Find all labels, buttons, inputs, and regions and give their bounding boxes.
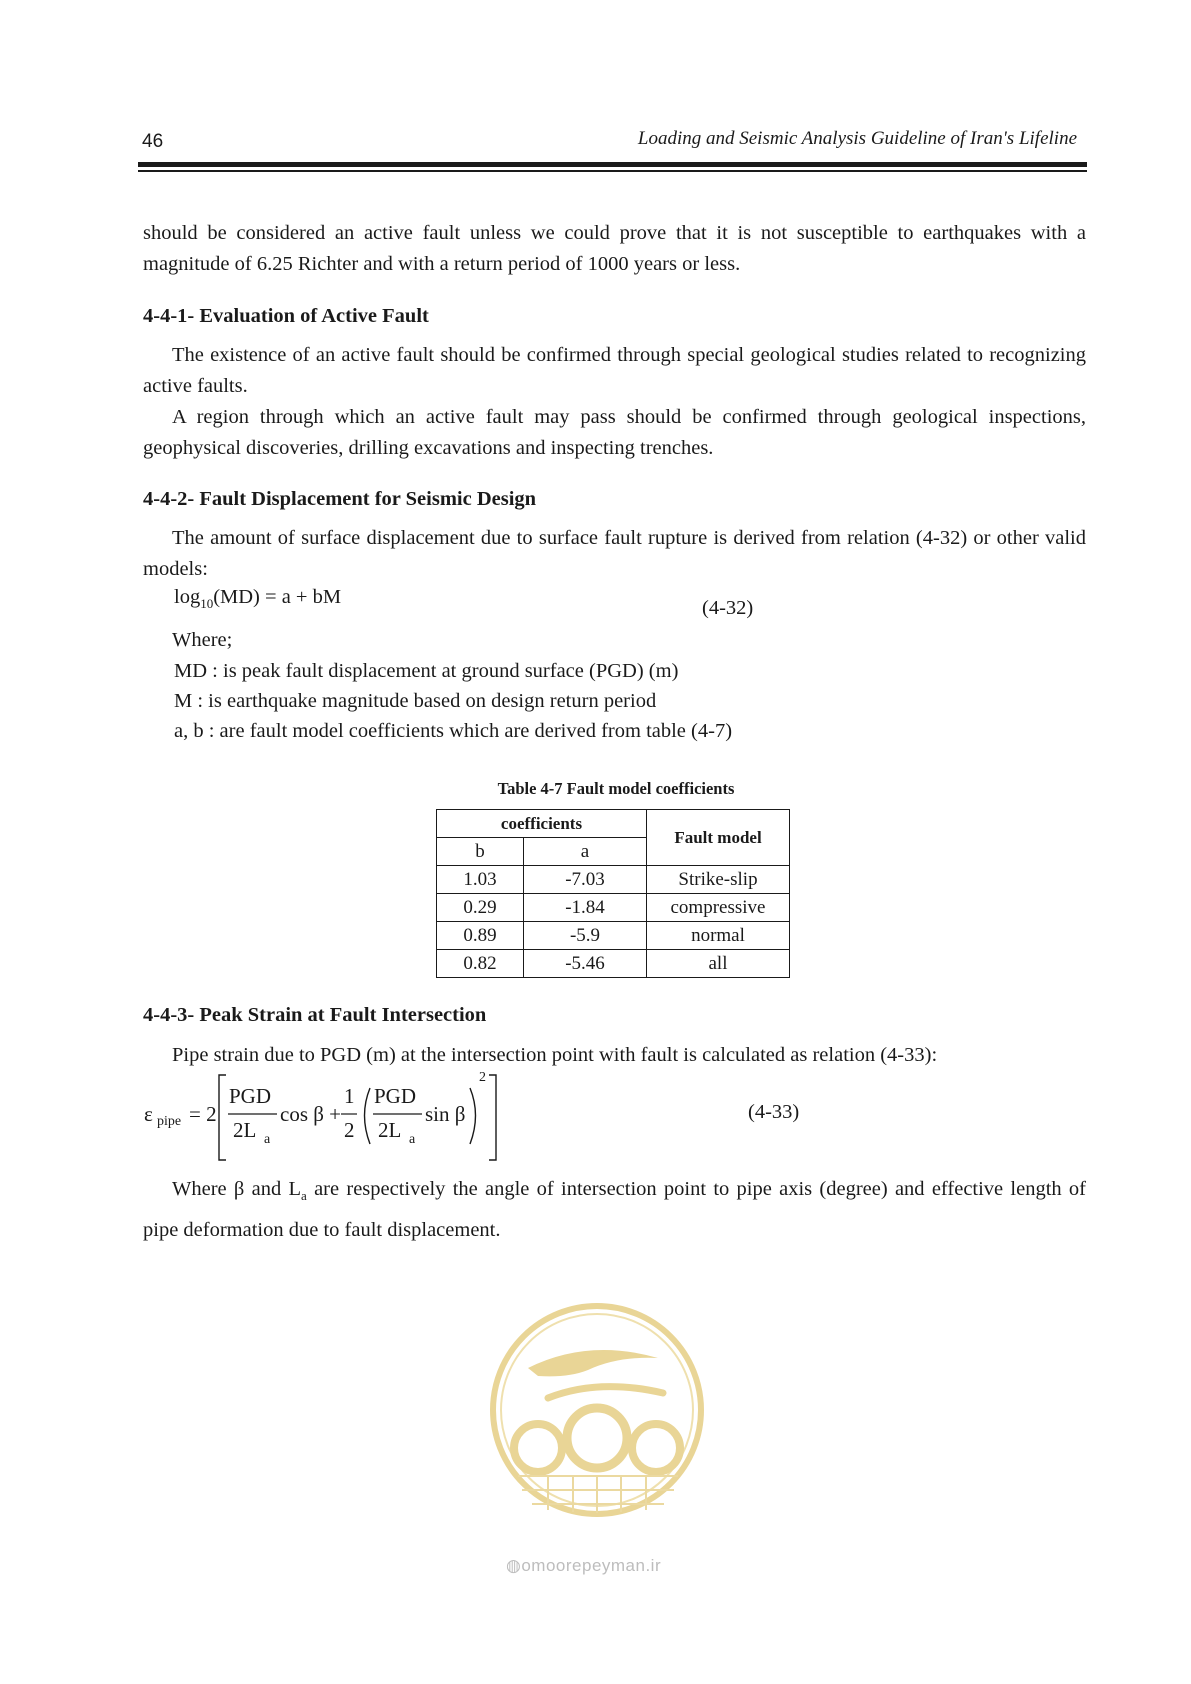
definition-text: : is peak fault displacement at ground surface (PGD) (m) [207,660,679,682]
definition-symbol: MD [174,660,208,682]
watermark-url: omoorepeyman.ir [521,1556,662,1575]
watermark-logo [488,1298,706,1584]
table-cell-a: -5.46 [524,950,647,978]
definition-text: : is earthquake magnitude based on design return period [192,690,657,712]
table-header-fault-model: Fault model [647,810,790,866]
equation-4-32 [174,586,341,612]
closing-beta: β [233,1178,245,1200]
definition-symbol: M [174,690,193,712]
formula-sin: sin β [425,1102,466,1126]
eq-rest: (MD) = a + bM [213,586,342,608]
table-row [437,866,790,894]
formula-half-den: 2 [344,1118,355,1142]
formula-den2-sub: a [409,1132,416,1147]
table-row [437,894,790,922]
header-rule-thick [138,162,1087,167]
header-rule-thin [138,170,1087,172]
table-cell-b: 0.89 [437,922,524,950]
table-row [437,950,790,978]
equation-label-4-32: (4-32) [702,597,754,619]
where-label: Where; [172,629,233,651]
definition-ab [174,716,732,747]
formula-power: 2 [479,1070,486,1085]
table-cell-model: all [647,950,790,978]
table-cell-model: normal [647,922,790,950]
paragraph-4-4-3: Pipe strain due to PGD (m) at the intersection point with fault is calculated as relation (4-33): [172,1044,938,1066]
closing-L: L [288,1178,302,1200]
formula-4-33 [143,1070,523,1170]
heading-4-4-1: 4-4-1- Evaluation of Active Fault [143,305,429,327]
table-cell-a: -5.9 [524,922,647,950]
table-cell-a: -7.03 [524,866,647,894]
formula-num2: PGD [374,1084,417,1108]
definition-md [174,656,678,687]
formula-den2: 2L [378,1118,402,1142]
watermark-text [506,1556,706,1576]
table-group-header: coefficients [437,810,647,838]
globe-icon: ◍ [506,1556,522,1575]
intro-paragraph: should be considered an active fault unless we could prove that it is not susceptible to earthquakes with a magnitude of 6.25 Richter and with a return period of 1000 years or less. [143,222,1086,275]
running-title: Loading and Seismic Analysis Guideline of Iran's Lifeline [637,128,1077,149]
closing-and: and [244,1178,289,1200]
definition-symbol: a, b [174,720,204,742]
page-number: 46 [142,131,164,152]
eq-log-base: 10 [200,596,214,612]
equation-label-4-33: (4-33) [748,1101,800,1123]
watermark-seal-icon [488,1298,706,1548]
closing-where: Where [172,1178,234,1200]
formula-equals-two: = 2 [189,1102,217,1126]
formula-epsilon-sub: pipe [157,1114,182,1129]
formula-den1-sub: a [264,1132,271,1147]
heading-4-4-2: 4-4-2- Fault Displacement for Seismic Design [143,488,537,510]
formula-cos: cos β + [280,1102,342,1126]
table-cell-b: 1.03 [437,866,524,894]
formula-half-num: 1 [344,1084,355,1108]
paragraph-4-4-1-b: A region through which an active fault may pass should be confirmed through geological inspections, geophysical discoveries, drilling excavations and inspecting trenches. [143,406,1086,459]
paragraph-4-4-2: The amount of surface displacement due to surface fault rupture is derived from relation (4-32) or other valid models: [143,527,1086,580]
table-cell-b: 0.29 [437,894,524,922]
definition-text: : are fault model coefficients which are derived from table (4-7) [203,720,733,742]
table-cell-b: 0.82 [437,950,524,978]
paragraph-4-4-3-closing [143,1172,1086,1247]
table-header-b: b [437,838,524,866]
table-caption: Table 4-7 Fault model coefficients [497,779,735,798]
table-header-a: a [524,838,647,866]
paragraph-4-4-1-a: The existence of an active fault should be confirmed through special geological studies related to recognizing active faults. [143,344,1086,397]
formula-num1: PGD [229,1084,272,1108]
eq-log: log [174,586,201,608]
table-cell-a: -1.84 [524,894,647,922]
fault-coefficients-table [436,809,790,978]
definition-m [174,686,656,717]
closing-rest: are respectively the angle of intersection point to pipe axis (degree) and effective length of pipe deformation due to fault displacement. [143,1178,1087,1242]
table-header-row [437,810,790,838]
table-cell-model: Strike-slip [647,866,790,894]
table-row [437,922,790,950]
table-cell-model: compressive [647,894,790,922]
formula-den1: 2L [233,1118,257,1142]
closing-L-sub: a [301,1188,307,1204]
formula-epsilon: ε [144,1102,153,1126]
heading-4-4-3: 4-4-3- Peak Strain at Fault Intersection [143,1004,487,1026]
